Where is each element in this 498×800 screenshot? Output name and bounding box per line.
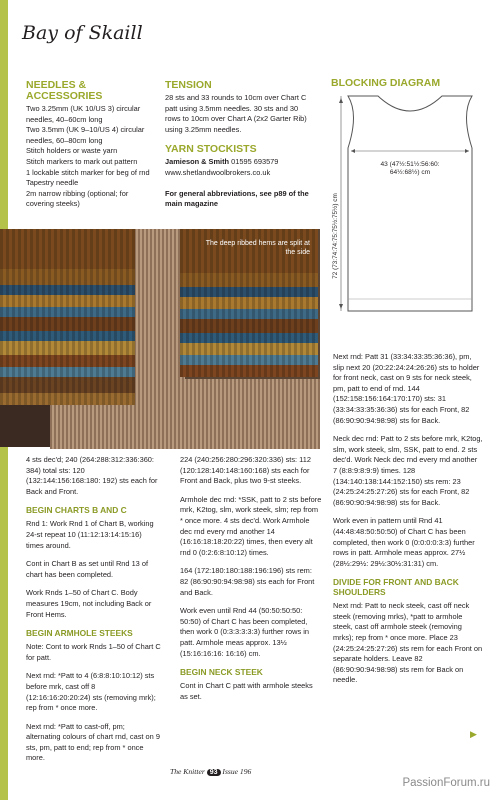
section-heading-neck-steek: BEGIN NECK STEEK (180, 667, 263, 678)
section-heading-shoulders: DIVIDE FOR FRONT AND BACK SHOULDERS (333, 577, 459, 598)
garment-photo (0, 229, 318, 447)
pattern-paragraph: Work even until Rnd 44 (50:50:50:50: 50:50) of Chart C has been completed, then work 0 (0:3:3:3:3:3) further rows in patt. Armhole meas approx. 13½ (15:16:16:16: 16:16) cm. (180, 606, 309, 658)
needles-line: Two 3.5mm (UK 9–10/US 4) circular needles, 60–80cm long (26, 125, 145, 145)
pattern-paragraph: 224 (240:256:280:296:320:336) sts: 112 (120:128:140:148:160:168) sts each for Front and Back, plus two 9-st steeks. (180, 455, 311, 486)
pattern-paragraph: Next rnd: *Patt to 4 (6:8:8:10:10:12) sts before mrk, cast off 8 (12:16:16:20:20:24) sts (removing mrk); rep from * once more. (26, 671, 156, 713)
pattern-paragraph: Work even in pattern until Rnd 41 (44:48:48:50:50:50) of Chart C has been completed, then work 0 (0:0:0:0:3:3) further rows in patt. Armhole meas approx. 27½ (28½:29½: 29½:30½:31:31) cm. (333, 516, 475, 568)
pattern-paragraph: Next rnd: Patt to neck steek, cast off neck steek (removing mrks), *patt to armhole steek, cast off armhole steek (removing mrks); rep from * once more. Place 23 (24:25:24:25:27:26) sts rem for each Front on separate holders. Leave 82 (86:90:90:94:98:98) sts rem for Back on needle. (333, 601, 483, 685)
magazine-name: The Knitter (170, 767, 205, 776)
stockists-heading: YARN STOCKISTS (165, 143, 257, 156)
blocking-section (331, 78, 491, 89)
stockists-info (165, 157, 315, 178)
needles-list (26, 104, 156, 210)
abbreviations-note: For general abbreviations, see p89 of the main magazine (165, 188, 309, 209)
vest-left-panel (0, 229, 135, 405)
vest-schematic (333, 96, 488, 321)
pattern-column-3 (333, 352, 483, 694)
blocking-heading: BLOCKING DIAGRAM (331, 77, 441, 89)
needles-line: 2m narrow ribbing (optional; for covering steeks) (26, 188, 129, 209)
width-label-2: 64½:68½) cm (389, 169, 431, 176)
pattern-paragraph: Rnd 1: Work Rnd 1 of Chart B, working 24-st repeat 10 (11:12:13:14:15:16) times around. (26, 519, 154, 550)
tension-text: 28 sts and 33 rounds to 10cm over Chart C patt using 3.5mm needles. 30 sts and 30 rows to 10cm over Chart A (2x2 Garter Rib) using 3.25mm needles. (165, 93, 307, 134)
needles-line: Stitch holders or waste yarn (26, 146, 118, 156)
pattern-column-2 (180, 455, 322, 710)
pattern-paragraph: Next rnd: Patt 31 (33:34:33:35:36:36), pm, slip next 20 (20:22:24:24:26:26) sts to holder for front neck, cast on 9 sts for neck steek, pm, patt to end of rnd. 144 (152:158:156:164:170:170) sts: 31 (33:34:33:35:36:36) sts for each Front, 82 (86:90:90:94:98:98) sts for Back. (333, 352, 480, 425)
pattern-column-1 (26, 455, 161, 772)
needles-heading: NEEDLES & ACCESSORIES (26, 79, 103, 102)
pattern-paragraph: Armhole dec rnd: *SSK, patt to 2 sts before mrk, K2tog, slm, work steek, slm; rep from * once more. 4 sts dec'd. Work Armhole dec rnd every rnd another 14 (16:16:18:18:20:22) times, then every alt rnd 0 (0:2:6:8:10:12) times. (180, 494, 322, 557)
pattern-paragraph: Note: Cont to work Rnds 1–50 of Chart C for patt. (26, 642, 161, 662)
section-heading-charts: BEGIN CHARTS B AND C (26, 505, 127, 516)
pattern-paragraph: Work Rnds 1–50 of Chart C. Body measures 19cm, not including Back or Front Hems. (26, 588, 152, 619)
needles-line: Two 3.25mm (UK 10/US 3) circular needles, 40–60cm long (26, 104, 141, 124)
stockist-name: Jamieson & Smith (165, 157, 230, 167)
pattern-paragraph: Cont in Chart B as set until Rnd 13 of chart has been completed. (26, 559, 149, 579)
pattern-paragraph: 164 (172:180:180:188:196:196) sts rem: 82 (86:90:90:94:98:98) sts each for Front and Back. (180, 566, 315, 597)
needles-line: Tapestry needle (26, 178, 79, 188)
pattern-paragraph: 4 sts dec'd; 240 (264:288:312:336:360: 384) total sts: 120 (132:144:156:168:180: 192) sts each for Back and Front. (26, 455, 158, 496)
needles-line: Stitch markers to mark out pattern (26, 156, 138, 166)
page-title: Bay of Skaill (22, 22, 143, 44)
height-arrowhead-top (339, 98, 343, 103)
needles-section (26, 80, 156, 210)
stockist-url[interactable]: www.shetlandwoolbrokers.co.uk (165, 167, 271, 177)
stockist-phone: 01595 693579 (231, 157, 279, 167)
height-arrowhead-bottom (339, 304, 343, 309)
pattern-paragraph: Next rnd: *Patt to cast-off, pm; alternating colours of chart rnd, cast on 9 sts, pm, patt to end; rep from * once more. (26, 721, 160, 763)
knit-photo-illustration (0, 229, 318, 447)
width-label-1: 43 (47½:51½:56:60: (380, 161, 440, 168)
pattern-paragraph: Cont in Chart C patt with armhole steeks as set. (180, 681, 313, 701)
vest-outline (348, 96, 472, 311)
blocking-diagram (333, 96, 488, 321)
photo-caption: The deep ribbed hems are split at the side (205, 240, 310, 256)
section-heading-armhole: BEGIN ARMHOLE STEEKS (26, 628, 133, 639)
pattern-paragraph: Neck dec rnd: Patt to 2 sts before mrk, K2tog, slm, work steek, slm, SSK, patt to end. 2 sts dec'd. Work Neck dec rnd every rnd another 7 (8:8:9:8:9:9) times. 128 (134:140:138:144:152:150) sts rem: 23 (24:25:24:25:27:26) sts for each Front, 82 (86:90:90:94:98:98) sts for Back. (333, 434, 483, 507)
continue-arrow-icon: ▶ (470, 729, 477, 739)
height-label: 72 (73:74:74:75:75½:75½) cm (332, 193, 339, 279)
watermark: PassionForum.ru (402, 777, 490, 789)
page-number: 93 (207, 769, 221, 776)
issue-number: Issue 196 (222, 767, 252, 776)
page-footer (170, 767, 251, 776)
needles-line: 1 lockable stitch marker for beg of rnd (26, 167, 150, 177)
tension-heading: TENSION (165, 79, 212, 91)
tension-section (165, 80, 315, 210)
